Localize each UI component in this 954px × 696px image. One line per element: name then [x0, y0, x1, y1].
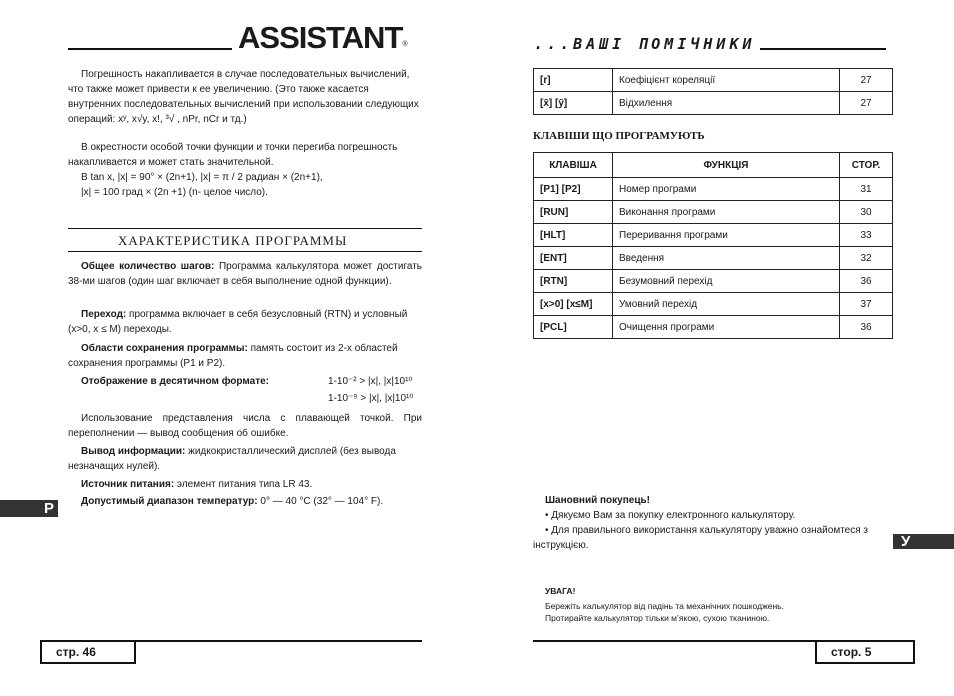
section-rule-bottom: [68, 251, 422, 252]
singularity-paragraph: В окрестности особой точки функции и точки перегиба погрешность накапливается и может стать значительной. В tan x, |x| = 90° × (2n+1), |x| = π / 2 радиан × (2n+1), |x| = 100 град × (2n +1) (n- целое число).: [68, 142, 398, 198]
float-spec: Использование представления числа с плавающей точкой. При переполнении — вывод сообщения об ошибке.: [68, 413, 422, 439]
section-title: ХАРАКТЕРИСТИКА ПРОГРАММЫ: [118, 233, 348, 248]
warning-notice: УВАГА! Бережіть калькулятор від падінь та механічних пошкоджень. Протирайте калькулятор тільки м’якою, сухою тканиною.: [545, 586, 784, 623]
brand-logo: ASSISTANT®: [238, 20, 407, 55]
functions-table-continued: [533, 68, 893, 115]
header-rule-left: [68, 48, 232, 50]
storage-spec: Области сохранения программы: память состоит из 2-х областей сохранения программы (P1 и P2).: [68, 343, 398, 369]
power-spec: Источник питания: элемент питания типа LR 43.: [81, 479, 313, 490]
page-number-right: стор. 5: [815, 640, 915, 664]
tagline: ...ВАШІ ПОМІЧНИКИ: [534, 35, 756, 53]
programmable-keys-table: [533, 152, 893, 339]
programmable-keys-heading: КЛАВІШИ ЩО ПРОГРАМУЮТЬ: [533, 130, 705, 142]
table-row: [x>0] [x≤M] Умовний перехід 37: [534, 293, 893, 316]
table-row: [ENT] Введення 32: [534, 247, 893, 270]
language-tab-ua: У: [893, 534, 954, 549]
header-rule-right: [760, 48, 886, 50]
output-spec: Вывод информации: жидкокристаллический дисплей (без вывода незначащих нулей).: [68, 446, 396, 472]
table-row: [RTN] Безумовний перехід 36: [534, 270, 893, 293]
table-row: [x̄] [ȳ] Відхилення 27: [534, 92, 893, 115]
accuracy-paragraph: Погрешность накапливается в случае последовательных вычислений, что также может привести к ее увеличению. (Это также касается внутренних последовательных вычислений при использовании следующих операций: xʸ, x√y, x!, ³√ , nPr, nCr и тд.): [68, 69, 419, 125]
language-tab-ru: Р: [0, 500, 58, 517]
table-header: КЛАВІША ФУНКЦІЯ СТОР.: [534, 153, 893, 178]
steps-spec: Общее количество шагов: Программа калькулятора может достигать 38-ми шагов (один шаг включает в себя выполнение одной функции).: [68, 261, 423, 287]
customer-notice: Шановний покупець! • Дякуємо Вам за покупку електронного калькулятору. • Для правильного використання калькулятору уважно ознайомтеся з інструкцією.: [533, 495, 869, 551]
table-row: [RUN] Виконання програми 30: [534, 201, 893, 224]
table-row: [PCL] Очищення програми 36: [534, 316, 893, 339]
jump-spec: Переход: программа включает в себя безусловный (RTN) и условный (x>0, x ≤ M) переходы.: [68, 309, 408, 335]
page-number-left: стр. 46: [40, 640, 136, 664]
table-row: [HLT] Переривання програми 33: [534, 224, 893, 247]
section-rule-top: [68, 228, 422, 229]
temperature-spec: Допустимый диапазон температур: 0° — 40 °C (32° — 104° F).: [81, 496, 384, 507]
table-row: [r] Коефіцієнт кореляції 27: [534, 69, 893, 92]
table-row: [P1] [P2] Номер програми 31: [534, 178, 893, 201]
